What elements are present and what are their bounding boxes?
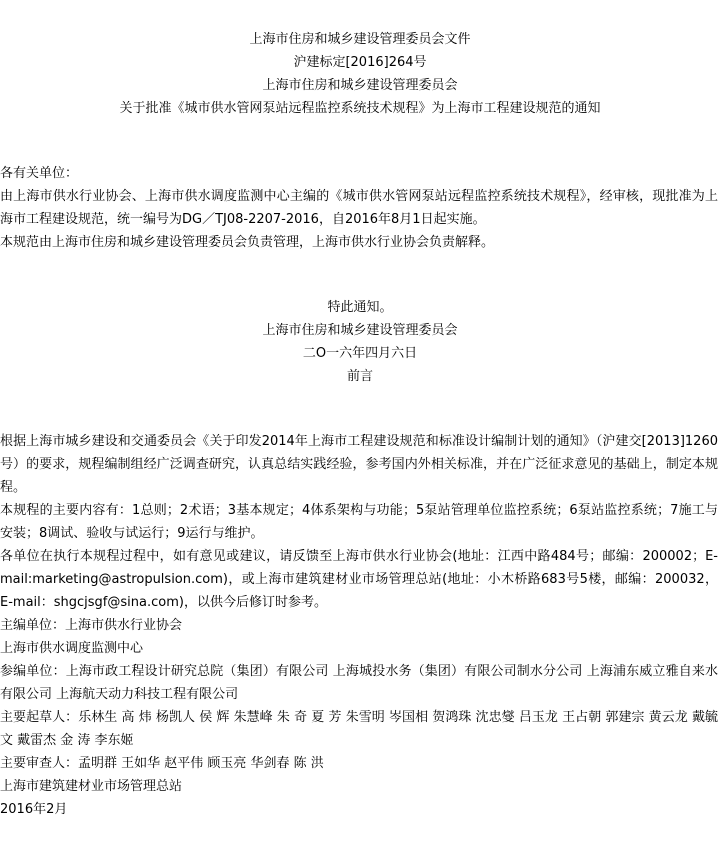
- doc-number: 沪建标定[2016]264号: [293, 55, 427, 70]
- chief-editor-2: 上海市供水调度监测中心: [0, 641, 144, 656]
- closing: 特此通知。: [327, 300, 393, 315]
- notice-para-1: 由上海市供水行业协会、上海市供水调度监测中心主编的《城市供水管网泵站远程监控系统技术规程》，经审核，现批准为上海市工程建设规范，统一编号为DG／TJ08-2207-2016，自2016年8月1日起实施。: [0, 189, 718, 227]
- preface-heading: 前言: [346, 369, 373, 384]
- signatory: 上海市住房和城乡建设管理委员会: [262, 323, 458, 338]
- salutation: 各有关单位：: [0, 166, 79, 181]
- notice-paragraph: [0, 185, 718, 254]
- chief-editor: 主编单位：上海市供水行业协会: [0, 618, 183, 633]
- issuer-doc-title: 上海市住房和城乡建设管理委员会文件: [249, 32, 471, 47]
- drafters: 主要起草人：乐林生 高 炜 杨凯人 侯 辉 朱慧峰 朱 奇 夏 芳 朱雪明 岑国相 贺鸿珠 沈忠燮 吕玉龙 王占朝 郭建宗 黄云龙 戴毓文 戴雷杰 金 涛 李东姬: [0, 710, 718, 748]
- preface-body: [0, 430, 718, 821]
- notice-title: 关于批准《城市供水管网泵站远程监控系统技术规程》为上海市工程建设规范的通知: [119, 101, 601, 116]
- preface-para-2: 本规程的主要内容有：1总则；2术语；3基本规定；4体系架构与功能；5泵站管理单位监控系统；6泵站监控系统；7施工与安装；8调试、验收与试运行；9运行与维护。: [0, 503, 718, 541]
- preface-para-3: 各单位在执行本规程过程中，如有意见或建议，请反馈至上海市供水行业协会(地址：江西中路484号；邮编：200002；E-mail:marketing@astropulsion.com)，或上海市建筑建材业市场管理总站(地址：小木桥路683号5楼，邮编：200032，E-mail：shgcjsgf@sina.com)，以供今后修订时参考。: [0, 549, 718, 610]
- notice-para-2: 本规范由上海市住房和城乡建设管理委员会负责管理，上海市供水行业协会负责解释。: [0, 235, 495, 250]
- preface-para-1: 根据上海市城乡建设和交通委员会《关于印发2014年上海市工程建设规范和标准设计编制计划的通知》（沪建交[2013]1260号）的要求，规程编制组经广泛调查研究，认真总结实践经验，参考国内外相关标准，并在广泛征求意见的基础上，制定本规程。: [0, 434, 718, 495]
- reviewers: 主要审查人：孟明群 王如华 赵平伟 顾玉亮 华剑春 陈 洪: [0, 756, 324, 771]
- preface-date: 2016年2月: [0, 802, 68, 817]
- org: 上海市建筑建材业市场管理总站: [0, 779, 183, 794]
- issuer-name: 上海市住房和城乡建设管理委员会: [262, 78, 458, 93]
- participants: 参编单位：上海市政工程设计研究总院（集团）有限公司 上海城投水务（集团）有限公司制水分公司 上海浦东威立雅自来水有限公司 上海航天动力科技工程有限公司: [0, 664, 718, 702]
- notice-date: 二O一六年四月六日: [302, 346, 418, 361]
